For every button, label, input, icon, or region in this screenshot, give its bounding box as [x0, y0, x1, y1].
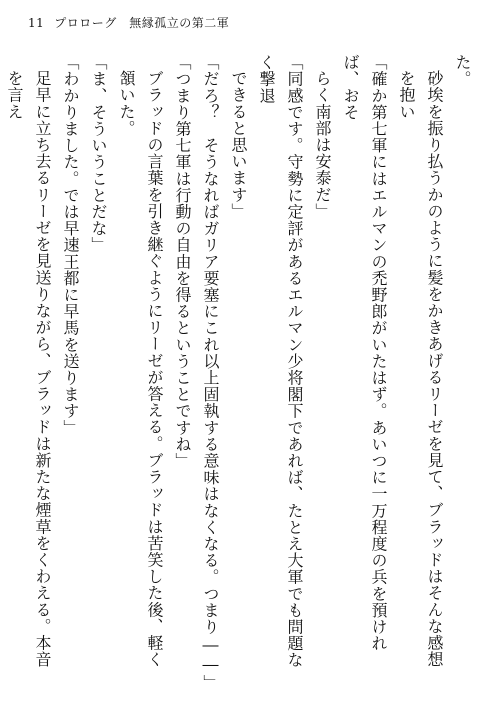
text-line: 砂埃を振り払うかのように髪をかきあげるリーゼを見て、ブラッドはそんな感想を抱い — [397, 70, 444, 668]
text-line: ブラッドの言葉を引き継ぐようにリーゼが答える。ブラッドは苦笑した後、軽く頷いた。 — [117, 70, 164, 668]
text-line: できると思います」 — [229, 70, 248, 220]
text-line: 「だろ？ そうなればガリア要塞にこれ以上固執する意味はなくなる。つまり――」 — [201, 54, 220, 691]
text-line: 足早に立ち去るリーゼを見送りながら、ブラッドは新たな煙草をくわえる。本音を言え — [5, 70, 52, 668]
text-line: 「つまり第七軍は行動の自由を得るということですね」 — [173, 54, 192, 469]
text-line: た。 — [453, 54, 472, 88]
text-line: 「確か第七軍にはエルマンの禿野郎がいたはず。あいつに一万程度の兵を預ければ、おそ — [341, 54, 388, 652]
text-line: 「ま、そういうことだな」 — [89, 54, 108, 254]
text-line: らく南部は安泰だ」 — [313, 70, 332, 220]
vertical-text-body — [5, 54, 476, 691]
chapter-title: プロローグ 無縁孤立の第二軍 — [54, 16, 230, 30]
text-line: 「同感です。守勢に定評があるエルマン少将閣下であれば、たとえ大軍でも問題なく撃退 — [257, 54, 304, 669]
running-header — [28, 14, 229, 31]
text-line: 「わかりました。では早速王都に早馬を送ります」 — [61, 54, 80, 436]
page-number: 11 — [28, 16, 45, 30]
